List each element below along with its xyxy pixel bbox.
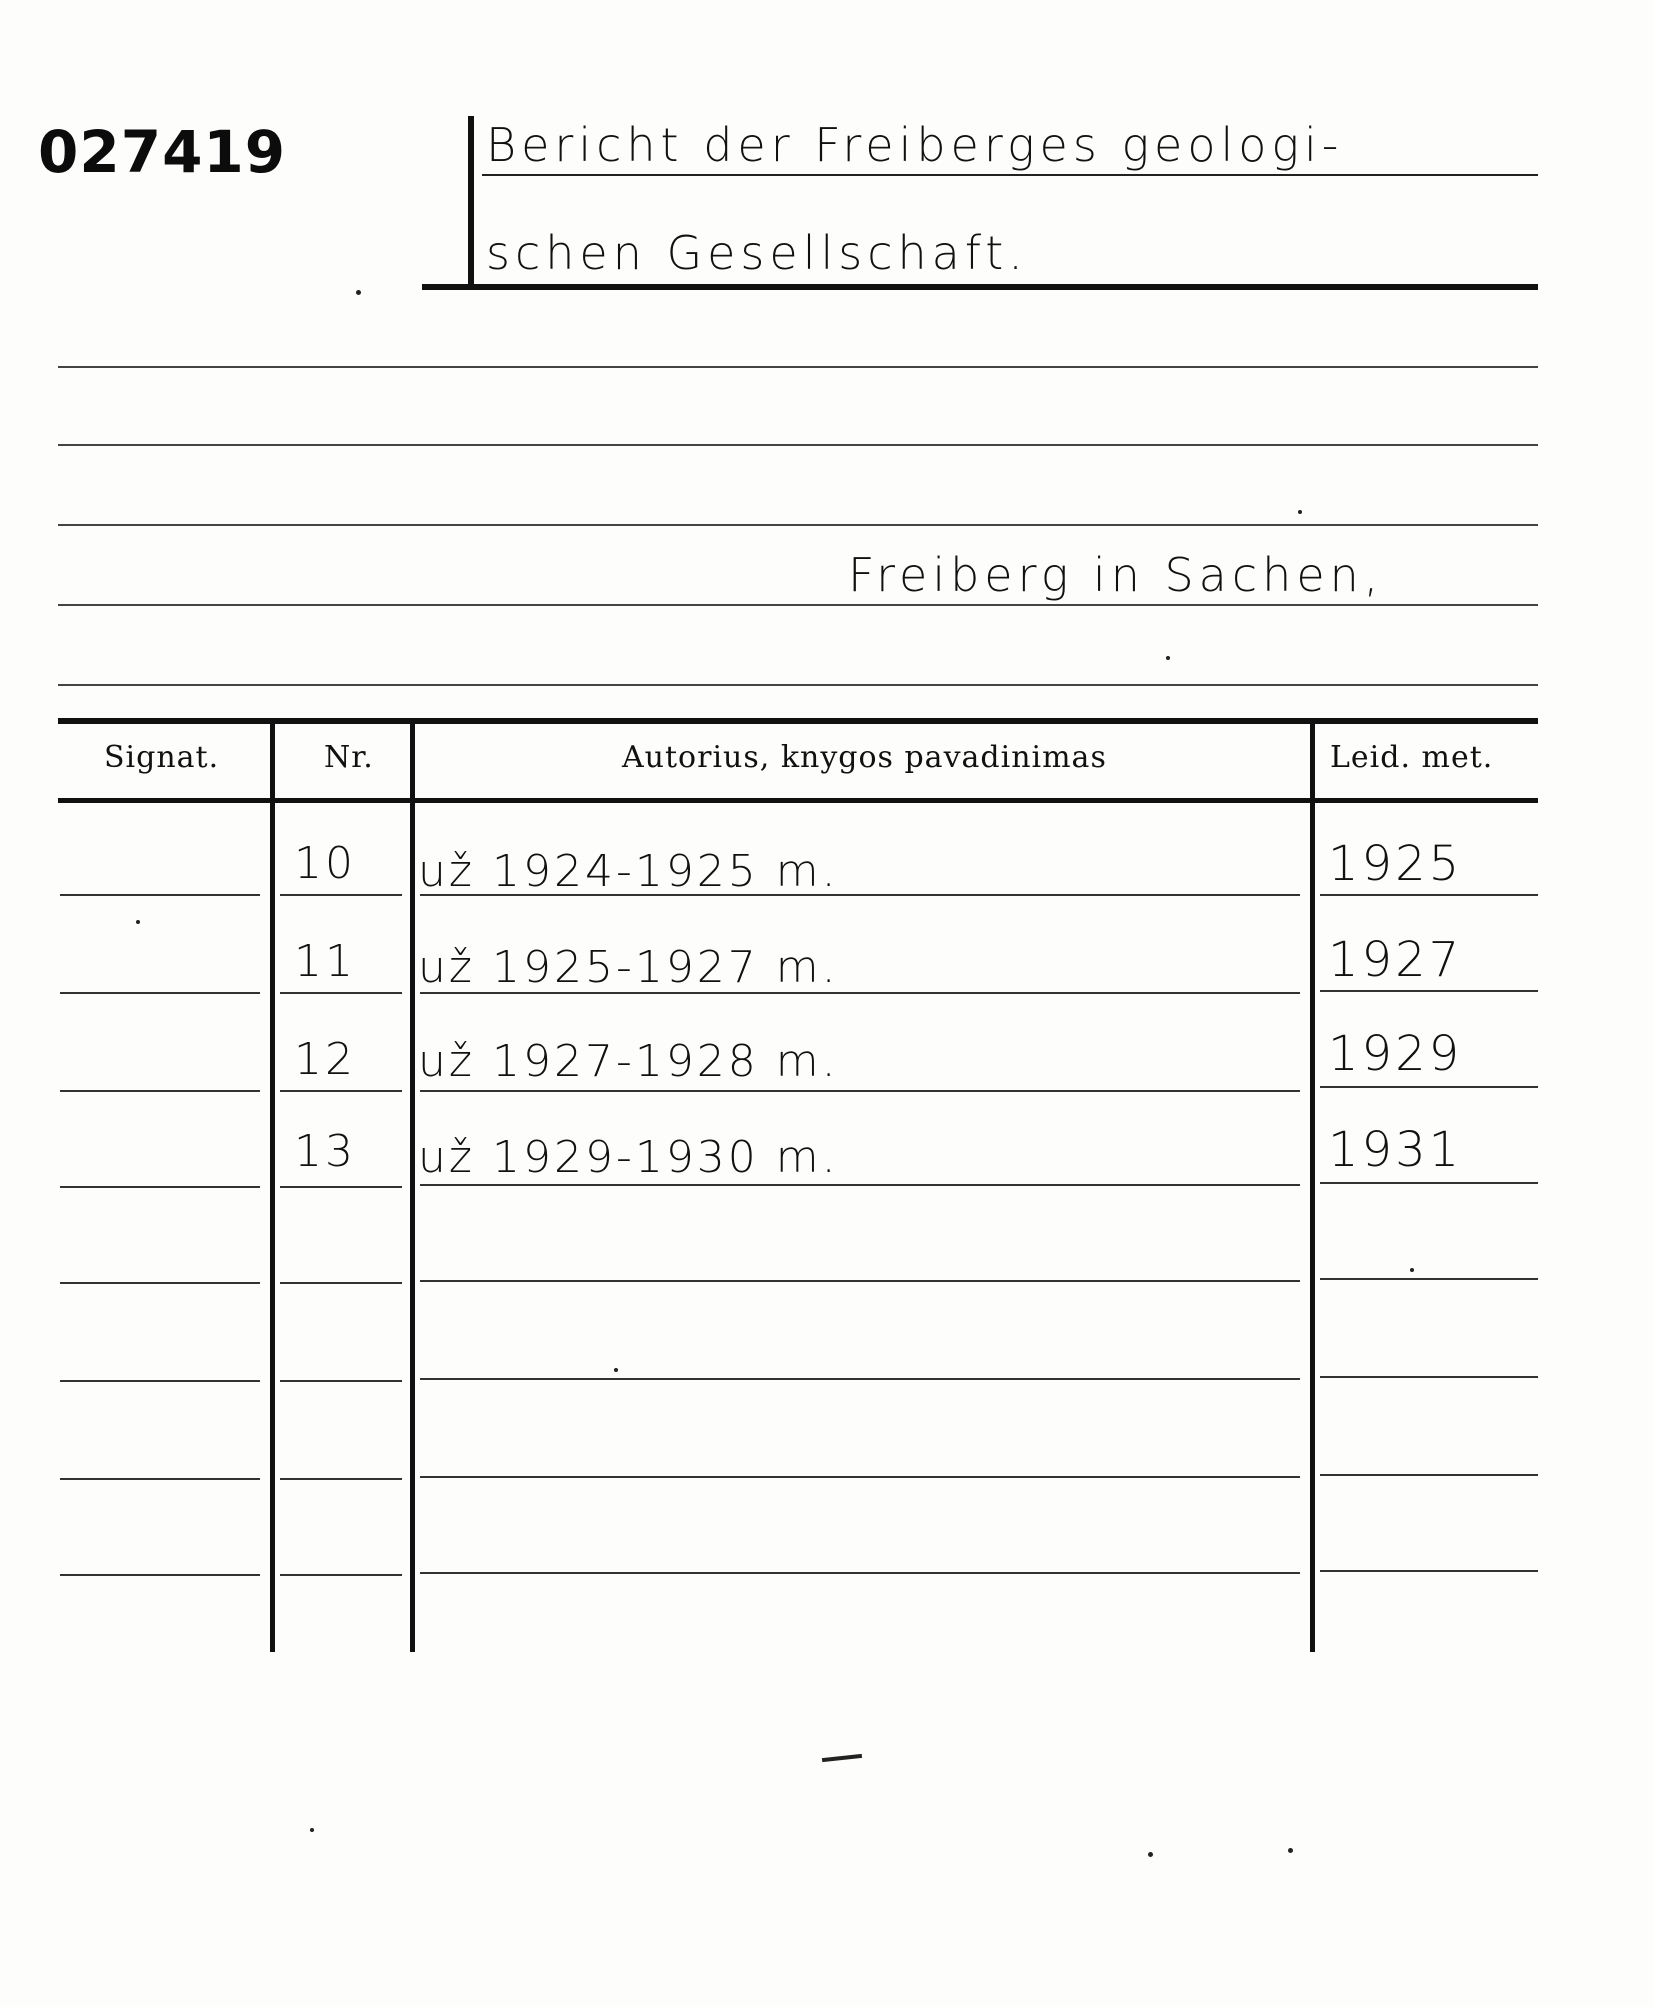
title-left-bar <box>468 116 474 284</box>
row-1-year: 1925 <box>1328 836 1463 892</box>
row-rule <box>280 1282 402 1284</box>
row-4-year: 1931 <box>1328 1122 1463 1178</box>
row-rule <box>280 1574 402 1576</box>
title-underline-2 <box>422 284 1538 290</box>
title-line-1: Bericht der Freiberges geologi- <box>486 118 1344 172</box>
row-rule <box>420 1378 1300 1380</box>
table-top-rule <box>58 718 1538 724</box>
row-rule <box>1320 1086 1538 1088</box>
ink-speck <box>614 1368 618 1372</box>
row-rule <box>280 1380 402 1382</box>
ruled-line <box>58 366 1538 368</box>
place-of-publication: Freiberg in Sachen, <box>848 548 1384 602</box>
row-rule <box>280 992 402 994</box>
row-rule <box>1320 1376 1538 1378</box>
accession-number: 027419 <box>38 118 287 186</box>
ruled-line <box>58 604 1538 606</box>
row-rule <box>60 1574 260 1576</box>
row-4-nr: 13 <box>294 1126 356 1177</box>
row-rule <box>420 1090 1300 1092</box>
row-rule <box>280 894 402 896</box>
row-rule <box>420 1572 1300 1574</box>
row-3-year: 1929 <box>1328 1026 1463 1082</box>
row-rule <box>1320 894 1538 896</box>
row-1-nr: 10 <box>294 838 356 889</box>
ruled-line <box>58 684 1538 686</box>
row-rule <box>280 1478 402 1480</box>
ink-mark <box>822 1754 862 1762</box>
column-divider <box>410 722 415 1652</box>
ink-speck <box>1298 510 1302 514</box>
row-rule <box>1320 1278 1538 1280</box>
row-3-title: už 1927-1928 m. <box>418 1036 839 1087</box>
row-rule <box>280 1186 402 1188</box>
row-rule <box>60 1090 260 1092</box>
row-2-nr: 11 <box>294 936 356 987</box>
header-publication-year: Leid. met. <box>1330 740 1494 775</box>
row-rule <box>60 1478 260 1480</box>
header-author-title: Autorius, knygos pavadinimas <box>622 740 1107 775</box>
row-rule <box>60 1282 260 1284</box>
ink-speck <box>356 290 361 295</box>
row-rule <box>60 894 260 896</box>
ink-speck <box>310 1828 314 1832</box>
row-4-title: už 1929-1930 m. <box>418 1132 839 1183</box>
header-nr: Nr. <box>324 740 374 775</box>
ruled-line <box>58 444 1538 446</box>
row-rule <box>60 1380 260 1382</box>
row-rule <box>60 992 260 994</box>
row-rule <box>420 1280 1300 1282</box>
row-rule <box>420 1476 1300 1478</box>
row-rule <box>1320 1570 1538 1572</box>
row-rule <box>60 1186 260 1188</box>
ink-speck <box>136 920 140 924</box>
ink-speck <box>1410 1268 1414 1272</box>
row-rule <box>420 1184 1300 1186</box>
title-block <box>468 116 1538 288</box>
ink-speck <box>1166 656 1170 660</box>
column-divider <box>1310 722 1315 1652</box>
title-underline-1 <box>482 174 1538 176</box>
row-rule <box>1320 990 1538 992</box>
header-signat: Signat. <box>104 740 220 775</box>
column-divider <box>270 722 275 1652</box>
ruled-line <box>58 524 1538 526</box>
table-header-rule <box>58 798 1538 803</box>
row-rule <box>280 1090 402 1092</box>
ink-speck <box>1148 1852 1153 1857</box>
title-line-2: schen Gesellschaft. <box>486 226 1028 280</box>
row-2-title: už 1925-1927 m. <box>418 942 839 993</box>
row-3-nr: 12 <box>294 1034 356 1085</box>
ink-speck <box>1288 1848 1293 1853</box>
row-2-year: 1927 <box>1328 932 1463 988</box>
row-rule <box>1320 1182 1538 1184</box>
row-rule <box>1320 1474 1538 1476</box>
row-1-title: už 1924-1925 m. <box>418 846 839 897</box>
